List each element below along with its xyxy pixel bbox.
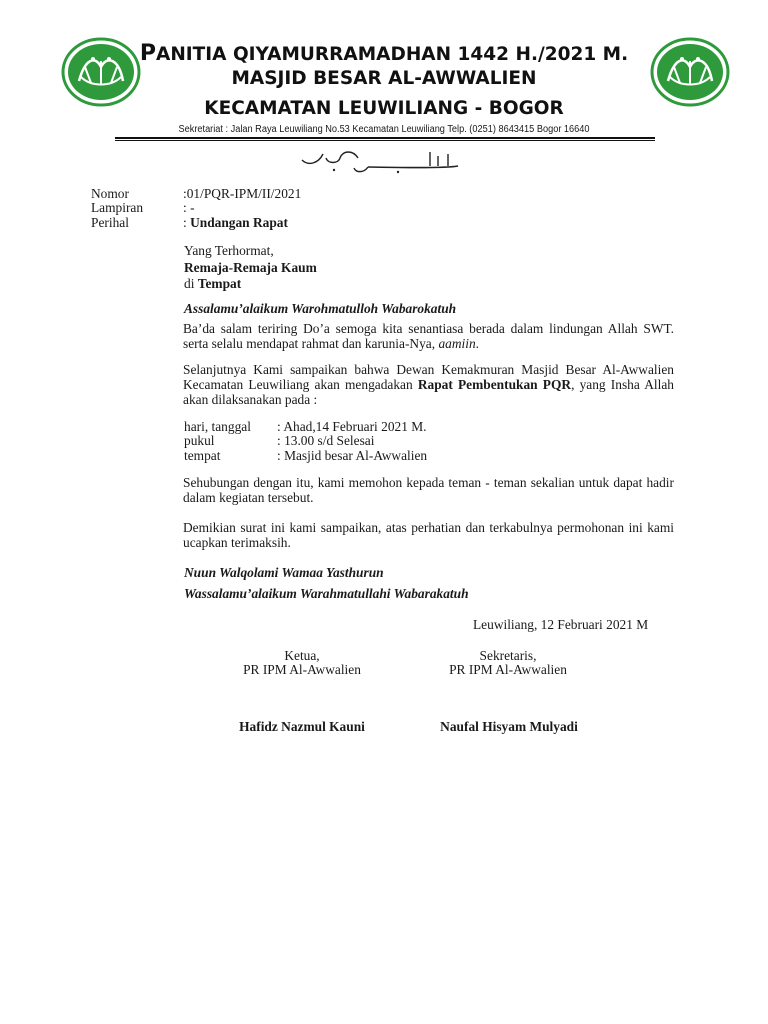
letterhead-district: KECAMATAN LEUWILIANG - BOGOR <box>204 98 564 119</box>
closing-salam: Wassalamu’alaikum Warahmatullahi Wabarakatuh <box>184 586 469 601</box>
letterhead-divider <box>115 137 655 139</box>
detail-value: : Masjid besar Al-Awwalien <box>277 448 428 463</box>
lampiran-label: Lampiran <box>91 200 144 215</box>
detail-label: tempat <box>184 448 221 463</box>
right-signatory-role: Sekretaris, <box>479 648 537 663</box>
nomor-label: Nomor <box>91 186 129 201</box>
paragraph-greeting: Ba’da salam teriring Do’a semoga kita senantiasa berada dalam lindungan Allah SWT. serta selalu mendapat rahmat dan karunia-Nya, aamiin. <box>183 321 674 351</box>
letterhead-title: PANITIA QIYAMURRAMADHAN 1442 H./2021 M. <box>139 41 629 66</box>
paragraph-request: Sehubungan dengan itu, kami memohon kepada teman - teman sekalian untuk dapat hadir dalam kegiatan tersebut. <box>183 475 674 505</box>
mosque-logo-right-icon <box>650 37 730 107</box>
closing-phrase: Nuun Walqolami Wamaa Yasthurun <box>184 565 384 580</box>
nomor-value: :01/PQR-IPM/II/2021 <box>183 186 302 201</box>
perihal-value: : Undangan Rapat <box>183 215 288 230</box>
recipient-place: di Tempat <box>184 276 242 291</box>
detail-label: hari, tanggal <box>184 419 251 434</box>
paragraph-closing: Demikian surat ini kami sampaikan, atas perhatian dan terkabulnya permohonan ini kami ucapkan terimaksih. <box>183 520 674 550</box>
letter-date: Leuwiliang, 12 Februari 2021 M <box>473 617 649 632</box>
detail-value: : Ahad,14 Februari 2021 M. <box>277 419 427 434</box>
recipient-greeting: Yang Terhormat, <box>184 243 274 258</box>
recipient-name: Remaja-Remaja Kaum <box>184 260 317 275</box>
letterhead-mosque-name: MASJID BESAR AL-AWWALIEN <box>231 68 537 89</box>
detail-label: pukul <box>184 433 215 448</box>
left-signatory-role: Ketua, <box>284 648 320 663</box>
opening-salam: Assalamu’alaikum Warohmatulloh Wabarokatuh <box>184 301 457 316</box>
paragraph-announcement: Selanjutnya Kami sampaikan bahwa Dewan Kemakmuran Masjid Besar Al-Awwalien Kecamatan Leuwiliang akan mengadakan Rapat Pembentukan PQR, yang Insha Allah akan dilaksanakan pada : <box>183 362 674 407</box>
letterhead-address: Sekretariat : Jalan Raya Leuwiliang No.53 Kecamatan Leuwiliang Telp. (0251) 8643415 Bogor 16640 <box>178 124 590 135</box>
lampiran-value: : - <box>183 200 195 215</box>
detail-value: : 13.00 s/d Selesai <box>277 433 375 448</box>
basmala-calligraphy-icon <box>298 146 463 176</box>
right-signatory-name: Naufal Hisyam Mulyadi <box>440 719 578 734</box>
right-signatory-org: PR IPM Al-Awwalien <box>449 662 567 677</box>
left-signatory-org: PR IPM Al-Awwalien <box>243 662 361 677</box>
perihal-label: Perihal <box>91 215 129 230</box>
left-signatory-name: Hafidz Nazmul Kauni <box>239 719 365 734</box>
letterhead-divider-thin <box>115 140 655 141</box>
